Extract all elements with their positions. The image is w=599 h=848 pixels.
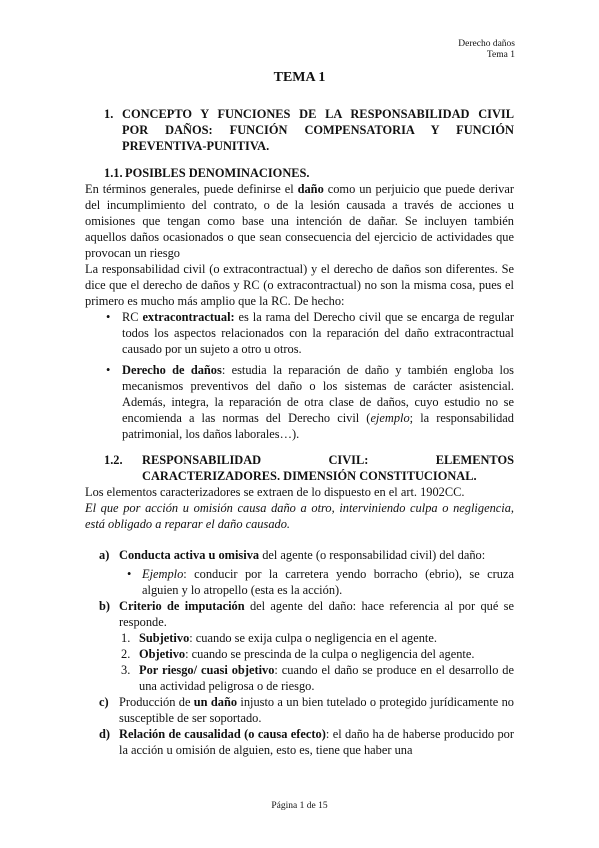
subsection-title: POSIBLES DENOMINACIONES.	[125, 166, 310, 180]
bullet-icon: •	[106, 310, 111, 324]
section-title-line: CONCEPTO Y FUNCIONES DE LA RESPONSABILIDAD CIVIL	[122, 107, 514, 121]
list-item: 1. Subjetivo: cuando se exija culpa o negligencia en el agente.	[121, 631, 437, 645]
section-heading-1	[85, 106, 514, 154]
bullet-icon: •	[127, 567, 132, 581]
subsection-number: 1.2.	[104, 453, 123, 467]
bullet-list	[85, 309, 514, 442]
page-title: TEMA 1	[273, 70, 326, 85]
paragraph: Los elementos caracterizadores se extraen de lo dispuesto en el art. 1902CC.	[85, 485, 465, 499]
term-dano: daño	[297, 182, 324, 196]
section-title-line: PREVENTIVA-PUNITIVA.	[122, 139, 270, 153]
subsection-title-line: RESPONSABILIDAD CIVIL: ELEMENTOS	[142, 453, 514, 467]
paragraph: En términos generales, puede definirse el daño como un perjuicio que puede derivar del incumplimiento del contrato, o de la lesión causada a través de acciones u omisiones que tengan como base una intención de dañar. Se incluyen también aquellos daños ocasionados o que sean consecuencia del ejercicio de actividades que provocan un riesgo	[85, 182, 515, 260]
list-item: d) Relación de causalidad (o causa efecto): el daño ha de haberse producido por la acción u omisión de alguien, esto es, tiene que haber una	[99, 727, 514, 757]
header-subject: Derecho daños	[458, 39, 515, 49]
list-item: 2. Objetivo: cuando se prescinda de la culpa o negligencia del agente.	[121, 647, 475, 661]
list-item: c) Producción de un daño injusto a un bien tutelado o protegido jurídicamente no susceptible de ser soportado.	[99, 695, 514, 725]
lettered-list	[85, 547, 514, 758]
list-item: a) Conducta activa u omisiva del agente (o responsabilidad civil) del daño:	[99, 548, 486, 562]
page-footer: Página 1 de 15	[271, 801, 328, 811]
section-title-line: POR DAÑOS: FUNCIÓN COMPENSATORIA Y FUNCIÓN	[122, 123, 514, 137]
subsection-title-line: CARACTERIZADORES. DIMENSIÓN CONSTITUCIONAL.	[142, 469, 477, 483]
header-topic: Tema 1	[486, 50, 515, 60]
list-item: 3. Por riesgo/ cuasi objetivo: cuando el daño se produce en el desarrollo de una actividad peligrosa o de riesgo.	[121, 663, 514, 693]
subsection-heading-1-1	[85, 165, 514, 181]
section-number: 1.	[104, 107, 114, 121]
running-header	[458, 39, 515, 61]
list-item: • RC extracontractual: es la rama del Derecho civil que se encarga de regular todos los aspectos relacionados con la reparación del daño extracontractual causado por un sujeto a otro u otros.	[106, 310, 514, 356]
list-item: • Ejemplo: conducir por la carretera yendo borracho (ebrio), se cruza alguien y lo atropello (esta es la acción).	[127, 567, 514, 597]
list-item: b) Criterio de imputación del agente del daño: hace referencia al por qué se responde.	[99, 599, 514, 629]
subsection-heading-1-2	[85, 452, 514, 484]
legal-quote: El que por acción u omisión causa daño a otro, interviniendo culpa o negligencia, está obligado a reparar el daño causado.	[85, 501, 514, 531]
subsection-number: 1.1.	[104, 166, 123, 180]
bullet-icon: •	[106, 363, 111, 377]
list-item: • Derecho de daños: estudia la reparación de daño y también engloba los mecanismos preventivos del daño o los sistemas de carácter asistencial. Además, integra, la reparación de otra clase de daños, cuyo estudio no se encomienda a las normas del Derecho civil (ejemplo; la responsabilidad patrimonial, los daños laborales…).	[106, 363, 514, 441]
paragraph: La responsabilidad civil (o extracontractual) y el derecho de daños son diferentes. Se dice que el derecho de daños y RC (o extracontractual) no son la misma cosa, pues el primero es mucho más amplio que la RC. De hecho:	[85, 262, 514, 308]
